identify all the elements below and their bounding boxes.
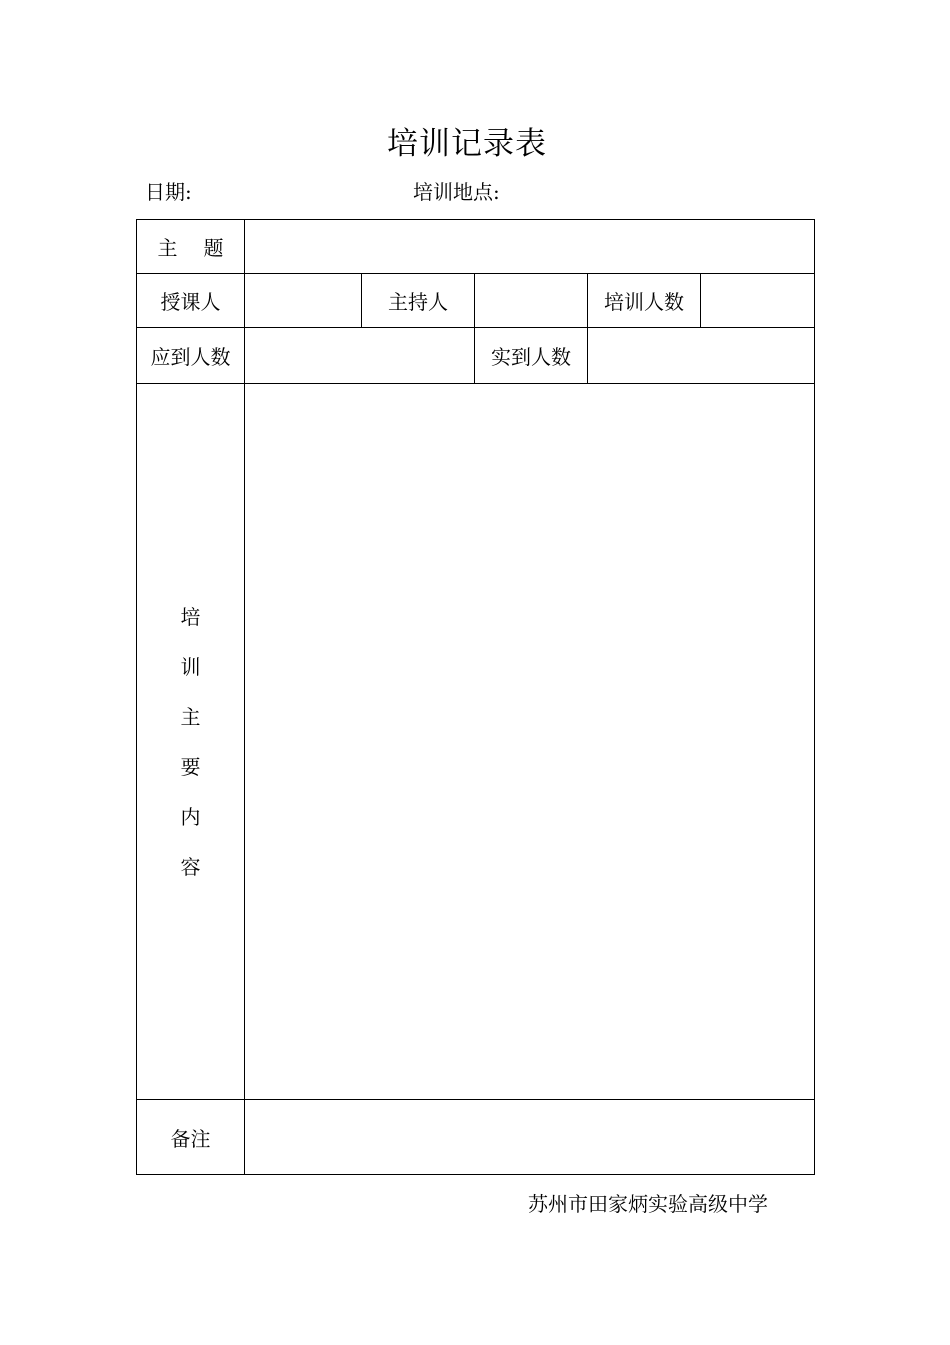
content-label	[137, 592, 244, 892]
content-label-char: 要	[180, 754, 201, 779]
date-label: 日期:	[145, 180, 192, 204]
trainee-count-value-cell[interactable]	[701, 274, 815, 328]
training-record-table	[136, 219, 815, 1175]
actual-count-value-cell[interactable]	[588, 328, 815, 384]
content-label-char: 培	[180, 604, 201, 629]
lecturer-value-cell[interactable]	[245, 274, 362, 328]
content-label-char: 训	[180, 654, 201, 679]
actual-count-label: 实到人数	[475, 328, 588, 384]
content-label-cell	[137, 384, 245, 1100]
content-row	[137, 384, 815, 1100]
remarks-row	[137, 1100, 815, 1175]
topic-label-cell	[137, 220, 245, 274]
content-label-char: 内	[180, 804, 201, 829]
remarks-value-cell[interactable]	[245, 1100, 815, 1175]
topic-row	[137, 220, 815, 274]
form-title: 培训记录表	[387, 126, 547, 162]
location-label: 培训地点:	[413, 180, 500, 204]
remarks-label: 备注	[137, 1100, 245, 1175]
topic-value-cell[interactable]	[245, 220, 815, 274]
organization-name: 苏州市田家炳实验高级中学	[528, 1192, 768, 1216]
content-label-char: 容	[180, 854, 201, 879]
content-label-char: 主	[180, 704, 201, 729]
attendance-row	[137, 328, 815, 384]
expected-count-label: 应到人数	[137, 328, 245, 384]
expected-count-value-cell[interactable]	[245, 328, 475, 384]
lecturer-label: 授课人	[137, 274, 245, 328]
host-value-cell[interactable]	[475, 274, 588, 328]
trainee-count-label: 培训人数	[588, 274, 701, 328]
topic-label: 主 题	[157, 236, 224, 260]
lecturer-row	[137, 274, 815, 328]
host-label: 主持人	[362, 274, 475, 328]
content-value-cell[interactable]	[245, 384, 815, 1100]
